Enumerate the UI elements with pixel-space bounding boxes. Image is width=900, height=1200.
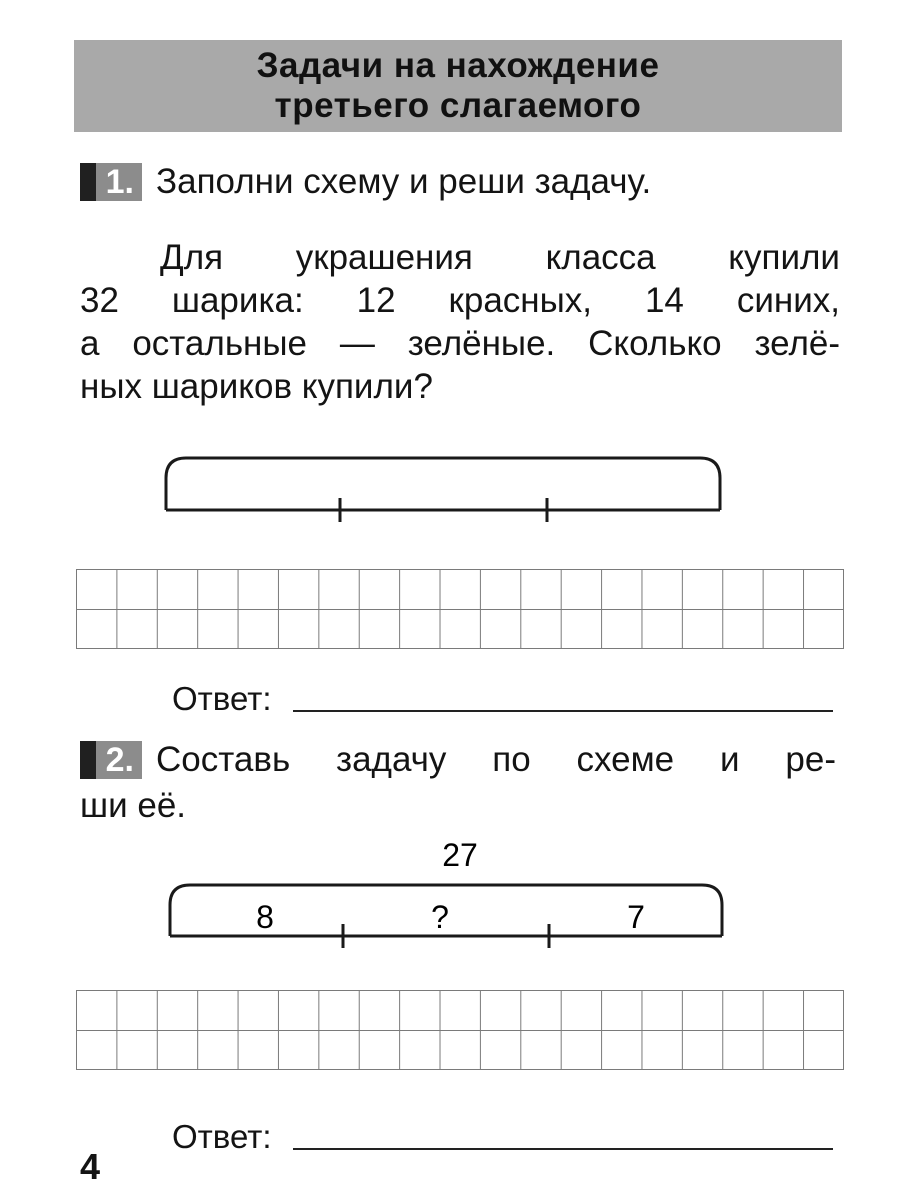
task2-answer-label: Ответ: (172, 1118, 272, 1155)
header-line-1: Задачи на нахождение (256, 46, 660, 85)
task1-scheme (166, 458, 720, 522)
task2-scheme-part3: 7 (627, 899, 645, 935)
task1-text-line: а остальные — зелёные. Сколько зелё- (80, 324, 840, 363)
task2-scheme-part2: ? (431, 899, 449, 935)
task1-answer-row (172, 680, 833, 718)
task2-answer-line[interactable] (293, 1148, 833, 1150)
task2-scheme-part1: 8 (256, 899, 274, 935)
task2-answer-row (172, 1118, 833, 1156)
task1-number-badge: 1. (80, 163, 142, 201)
task1-text-line: ных шариков купили? (80, 367, 433, 406)
task1-answer-line[interactable] (293, 710, 833, 712)
task1-instruction: Заполни схему и реши задачу. (156, 162, 652, 201)
task2-scheme-total: 27 (442, 837, 478, 873)
task1-text-line: Для украшения класса купили (160, 238, 840, 277)
task2-instruction-line: Составь задачу по схеме и ре- (156, 740, 836, 779)
task1-answer-label: Ответ: (172, 680, 272, 717)
task2-solution-grid[interactable] (76, 990, 844, 1070)
task2-instruction-line: ши её. (80, 786, 187, 825)
task1-solution-grid[interactable] (76, 569, 844, 649)
page-number: 4 (80, 1146, 101, 1187)
task2-scheme (170, 837, 722, 948)
task2-instruction-cont (80, 784, 186, 827)
task2-heading (80, 738, 836, 782)
task2-number-badge: 2. (80, 741, 142, 779)
task1-scheme-brace (166, 458, 720, 510)
header-line-2: третьего слагаемого (274, 86, 642, 125)
task1-text-line: 32 шарика: 12 красных, 14 синих, (80, 281, 840, 320)
